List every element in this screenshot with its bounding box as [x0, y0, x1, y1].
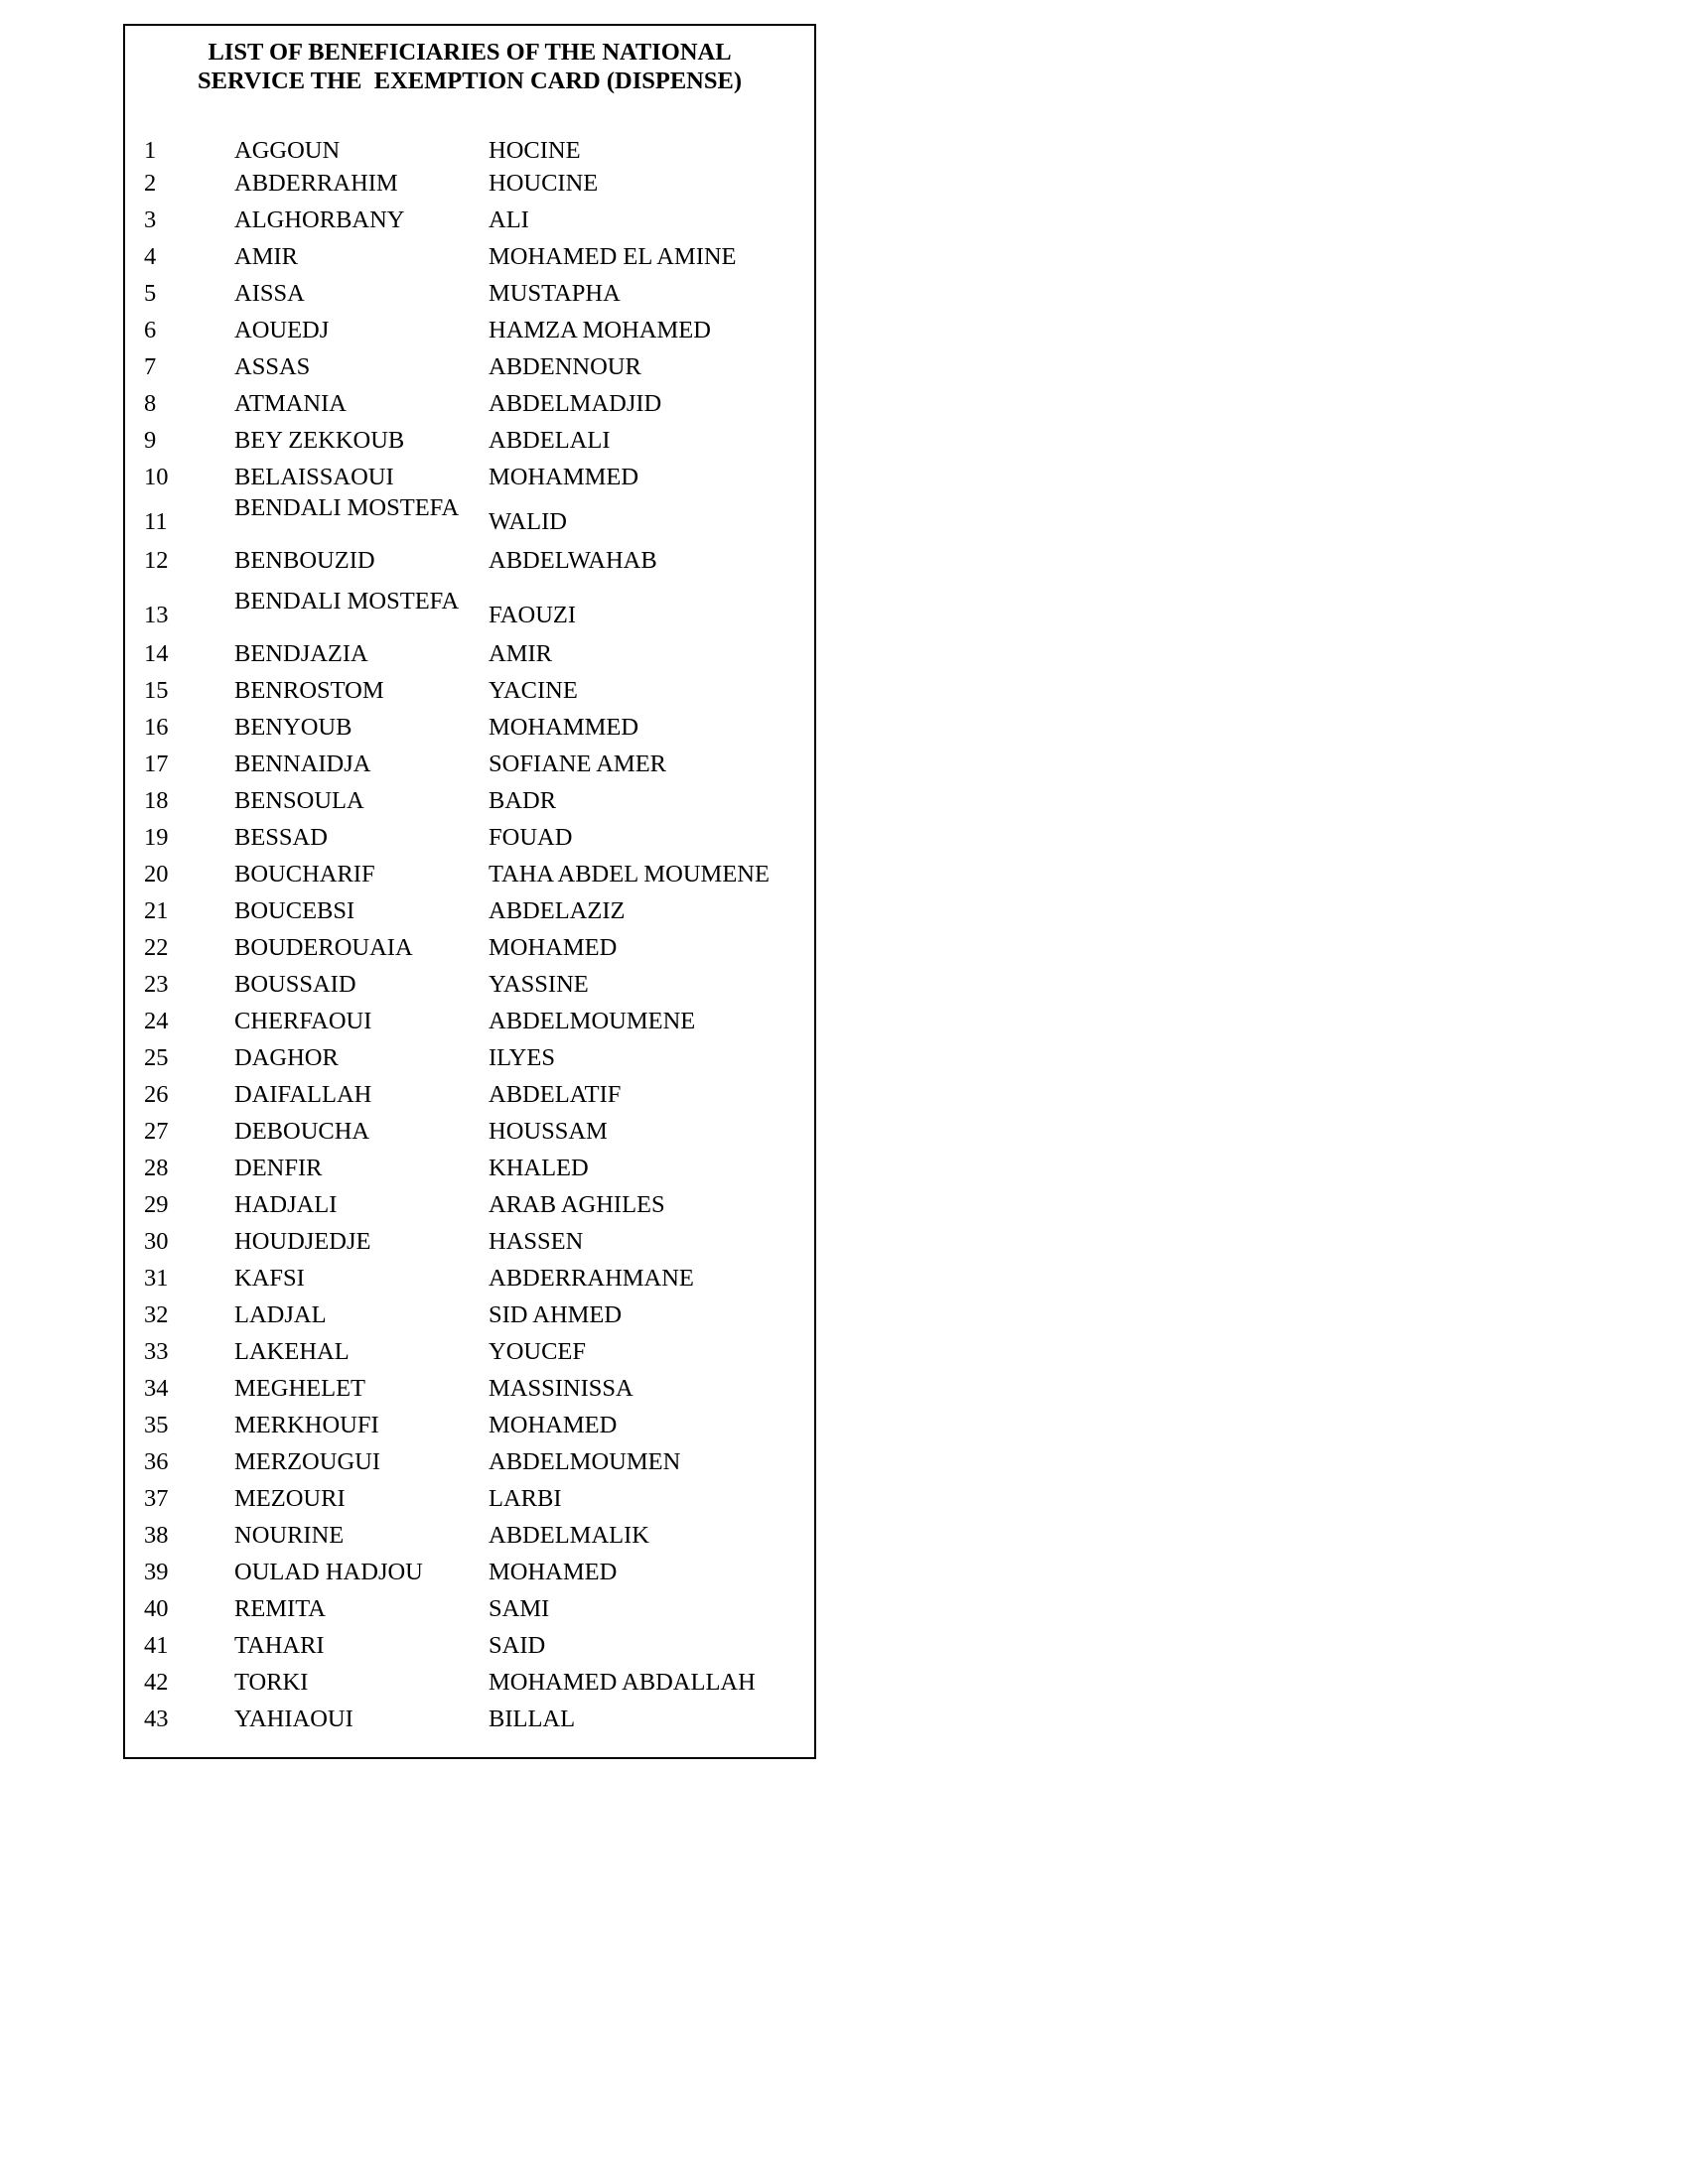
row-number: 22 — [144, 934, 169, 961]
given-name-cell: ABDERRAHMANE — [489, 1265, 694, 1292]
row-number: 2 — [144, 170, 157, 197]
row-number: 25 — [144, 1044, 169, 1071]
row-number: 33 — [144, 1338, 169, 1365]
surname-cell: CHERFAOUI — [234, 1008, 372, 1034]
row-number: 37 — [144, 1485, 169, 1512]
given-name-cell: MOHAMED — [489, 934, 618, 961]
given-name-cell: FOUAD — [489, 824, 573, 851]
given-name-cell: ARAB AGHILES — [489, 1191, 665, 1218]
surname-cell: BENBOUZID — [234, 547, 375, 574]
surname-cell: DAIFALLAH — [234, 1081, 372, 1108]
given-name-cell: HOUSSAM — [489, 1118, 608, 1145]
given-name-cell: HOCINE — [489, 137, 581, 164]
row-number: 38 — [144, 1522, 169, 1549]
row-number: 21 — [144, 897, 169, 924]
given-name-cell: MOHAMED — [489, 1559, 618, 1585]
surname-cell: DAGHOR — [234, 1044, 339, 1071]
surname-cell: MERZOUGUI — [234, 1448, 380, 1475]
surname-cell: BENYOUB — [234, 714, 352, 741]
surname-cell: ALGHORBANY — [234, 206, 405, 233]
row-number: 40 — [144, 1595, 169, 1622]
surname-cell: NOURINE — [234, 1522, 345, 1549]
surname-cell: BOUCHARIF — [234, 861, 375, 887]
surname-cell: AOUEDJ — [234, 317, 330, 343]
surname-cell: BENDJAZIA — [234, 640, 368, 667]
document-title-line-2: SERVICE THE EXEMPTION CARD (DISPENSE) — [198, 68, 742, 94]
surname-cell: KAFSI — [234, 1265, 305, 1292]
row-number: 8 — [144, 390, 157, 417]
surname-cell: BELAISSAOUI — [234, 464, 394, 490]
surname-cell: DEBOUCHA — [234, 1118, 370, 1145]
row-number: 15 — [144, 677, 169, 704]
row-number: 11 — [144, 508, 168, 535]
row-number: 32 — [144, 1301, 169, 1328]
surname-cell: LADJAL — [234, 1301, 327, 1328]
given-name-cell: SAMI — [489, 1595, 550, 1622]
row-number: 6 — [144, 317, 157, 343]
given-name-cell: SAID — [489, 1632, 546, 1659]
row-number: 36 — [144, 1448, 169, 1475]
row-number: 16 — [144, 714, 169, 741]
row-number: 34 — [144, 1375, 169, 1402]
given-name-cell: ABDELWAHAB — [489, 547, 657, 574]
given-name-cell: ABDELAZIZ — [489, 897, 626, 924]
row-number: 30 — [144, 1228, 169, 1255]
given-name-cell: HOUCINE — [489, 170, 599, 197]
given-name-cell: ABDENNOUR — [489, 353, 641, 380]
surname-cell: BOUCEBSI — [234, 897, 355, 924]
given-name-cell: TAHA ABDEL MOUMENE — [489, 861, 770, 887]
given-name-cell: FAOUZI — [489, 602, 577, 628]
row-number: 9 — [144, 427, 157, 454]
surname-cell: YAHIAOUI — [234, 1706, 353, 1732]
row-number: 18 — [144, 787, 169, 814]
given-name-cell: ABDELMALIK — [489, 1522, 649, 1549]
surname-cell: TAHARI — [234, 1632, 325, 1659]
row-number: 4 — [144, 243, 157, 270]
row-number: 27 — [144, 1118, 169, 1145]
surname-cell: HADJALI — [234, 1191, 338, 1218]
row-number: 7 — [144, 353, 157, 380]
surname-cell: BENDALI MOSTEFA — [234, 494, 460, 521]
given-name-cell: LARBI — [489, 1485, 562, 1512]
surname-cell: LAKEHAL — [234, 1338, 350, 1365]
given-name-cell: MOHAMED EL AMINE — [489, 243, 737, 270]
surname-cell: AMIR — [234, 243, 298, 270]
row-number: 20 — [144, 861, 169, 887]
given-name-cell: MOHAMED — [489, 1412, 618, 1438]
given-name-cell: AMIR — [489, 640, 552, 667]
given-name-cell: ILYES — [489, 1044, 555, 1071]
given-name-cell: MOHAMMED — [489, 464, 639, 490]
surname-cell: TORKI — [234, 1669, 309, 1696]
given-name-cell: ABDELMOUMENE — [489, 1008, 696, 1034]
surname-cell: MEZOURI — [234, 1485, 346, 1512]
row-number: 41 — [144, 1632, 169, 1659]
given-name-cell: ALI — [489, 206, 529, 233]
surname-cell: BENNAIDJA — [234, 751, 371, 777]
surname-cell: AGGOUN — [234, 137, 341, 164]
beneficiaries-list-box — [123, 24, 816, 1759]
row-number: 1 — [144, 137, 157, 164]
surname-cell: OULAD HADJOU — [234, 1559, 423, 1585]
row-number: 26 — [144, 1081, 169, 1108]
row-number: 19 — [144, 824, 169, 851]
given-name-cell: BILLAL — [489, 1706, 576, 1732]
surname-cell: BENSOULA — [234, 787, 364, 814]
surname-cell: HOUDJEDJE — [234, 1228, 371, 1255]
row-number: 29 — [144, 1191, 169, 1218]
given-name-cell: SID AHMED — [489, 1301, 623, 1328]
surname-cell: AISSA — [234, 280, 305, 307]
row-number: 17 — [144, 751, 169, 777]
given-name-cell: HASSEN — [489, 1228, 584, 1255]
given-name-cell: BADR — [489, 787, 557, 814]
row-number: 13 — [144, 602, 169, 628]
surname-cell: BESSAD — [234, 824, 328, 851]
given-name-cell: HAMZA MOHAMED — [489, 317, 711, 343]
surname-cell: DENFIR — [234, 1155, 323, 1181]
given-name-cell: YACINE — [489, 677, 578, 704]
surname-cell: ABDERRAHIM — [234, 170, 398, 197]
row-number: 24 — [144, 1008, 169, 1034]
given-name-cell: ABDELMOUMEN — [489, 1448, 681, 1475]
row-number: 10 — [144, 464, 169, 490]
row-number: 14 — [144, 640, 169, 667]
surname-cell: MERKHOUFI — [234, 1412, 379, 1438]
given-name-cell: MASSINISSA — [489, 1375, 633, 1402]
surname-cell: ASSAS — [234, 353, 311, 380]
surname-cell: BOUDEROUAIA — [234, 934, 413, 961]
surname-cell: BENDALI MOSTEFA — [234, 588, 460, 614]
given-name-cell: MOHAMMED — [489, 714, 639, 741]
surname-cell: BEY ZEKKOUB — [234, 427, 405, 454]
given-name-cell: SOFIANE AMER — [489, 751, 667, 777]
row-number: 5 — [144, 280, 157, 307]
row-number: 35 — [144, 1412, 169, 1438]
surname-cell: BENROSTOM — [234, 677, 384, 704]
given-name-cell: WALID — [489, 508, 567, 535]
given-name-cell: ABDELATIF — [489, 1081, 622, 1108]
given-name-cell: ABDELALI — [489, 427, 611, 454]
given-name-cell: MUSTAPHA — [489, 280, 621, 307]
row-number: 23 — [144, 971, 169, 998]
row-number: 28 — [144, 1155, 169, 1181]
row-number: 12 — [144, 547, 169, 574]
given-name-cell: YOUCEF — [489, 1338, 587, 1365]
given-name-cell: YASSINE — [489, 971, 589, 998]
surname-cell: MEGHELET — [234, 1375, 365, 1402]
row-number: 43 — [144, 1706, 169, 1732]
document-title-line-1: LIST OF BENEFICIARIES OF THE NATIONAL — [208, 39, 732, 66]
surname-cell: ATMANIA — [234, 390, 347, 417]
surname-cell: BOUSSAID — [234, 971, 356, 998]
row-number: 42 — [144, 1669, 169, 1696]
row-number: 39 — [144, 1559, 169, 1585]
row-number: 3 — [144, 206, 157, 233]
surname-cell: REMITA — [234, 1595, 326, 1622]
beneficiaries-table — [125, 26, 814, 1757]
given-name-cell: KHALED — [489, 1155, 589, 1181]
given-name-cell: ABDELMADJID — [489, 390, 662, 417]
given-name-cell: MOHAMED ABDALLAH — [489, 1669, 756, 1696]
row-number: 31 — [144, 1265, 169, 1292]
